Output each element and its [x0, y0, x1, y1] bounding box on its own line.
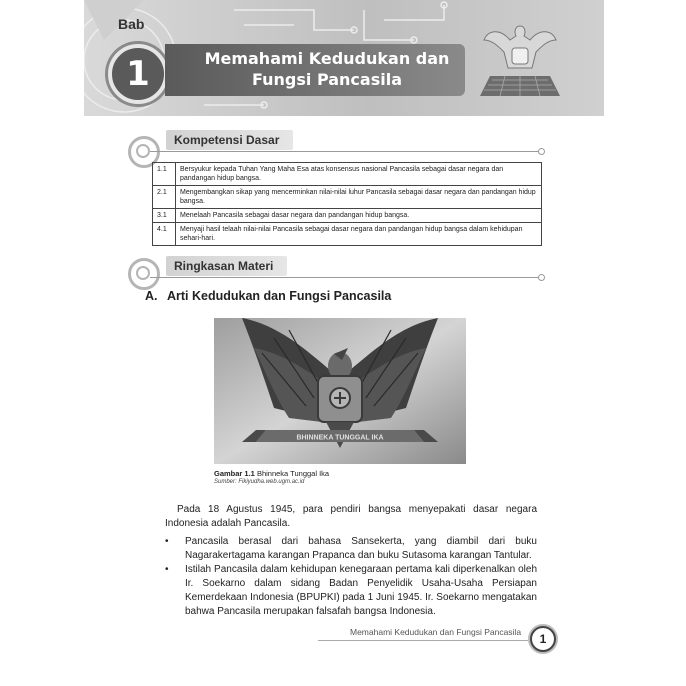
kd-text: Menelaah Pancasila sebagai dasar negara dan pandangan hidup bangsa.	[176, 209, 542, 223]
subsection-letter: A.	[145, 289, 158, 303]
table-row	[153, 163, 542, 186]
ribbon-text: BHINNEKA TUNGGAL IKA	[296, 434, 384, 442]
garuda-pancasila-image	[214, 318, 466, 464]
garuda-photo	[214, 318, 466, 464]
table-row	[153, 209, 542, 223]
kd-number: 3.1	[153, 209, 176, 223]
chapter-number: 1	[126, 54, 150, 94]
chapter-title-line2: Fungsi Pancasila	[252, 70, 402, 89]
figure-caption-text: Bhinneka Tunggal Ika	[256, 469, 330, 478]
subsection-title: Arti Kedudukan dan Fungsi Pancasila	[167, 289, 392, 303]
kd-text: Menyaji hasil telaah nilai-nilai Pancasila sebagai dasar negara dan pandangan hidup bangsa dalam kehidupan sehari-hari.	[176, 223, 542, 246]
table-row	[153, 186, 542, 209]
figure-source: Sumber: Fikiyudha.web.ugm.ac.id	[214, 479, 305, 485]
bullet-icon: •	[165, 564, 169, 575]
figure-label: Gambar 1.1	[214, 469, 255, 478]
footer-divider	[318, 640, 528, 641]
chapter-title	[192, 48, 462, 90]
kd-number: 1.1	[153, 163, 176, 186]
kd-text: Mengembangkan sikap yang mencerminkan nilai-nilai luhur Pancasila sebagai dasar negara dan pandangan hidup bangsa.	[176, 186, 542, 209]
kd-number: 4.1	[153, 223, 176, 246]
section-title-ringkasan: Ringkasan Materi	[166, 256, 287, 276]
section-title-kompetensi: Kompetensi Dasar	[166, 130, 293, 150]
body-paragraph	[165, 503, 537, 531]
footer-running-title: Memahami Kedudukan dan Fungsi Pancasila	[350, 627, 522, 637]
section-divider	[150, 151, 540, 152]
kd-text: Bersyukur kepada Tuhan Yang Maha Esa atas konsensus nasional Pancasila sebagai dasar negara dan pandangan hidup bangsa.	[176, 163, 542, 186]
gear-icon	[128, 258, 160, 290]
chapter-number-badge	[108, 44, 168, 104]
section-divider	[150, 277, 540, 278]
table-row	[153, 223, 542, 246]
garuda-emblem-icon	[470, 18, 570, 100]
bullet-icon: •	[165, 536, 169, 547]
divider-end-dot	[538, 148, 545, 155]
figure-caption	[214, 469, 329, 478]
kd-number: 2.1	[153, 186, 176, 209]
page-number: 1	[530, 626, 556, 652]
chapter-label: Bab	[118, 16, 145, 32]
subsection-heading	[145, 289, 391, 303]
chapter-title-line1: Memahami Kedudukan dan	[204, 49, 450, 68]
paragraph-text: Pada 18 Agustus 1945, para pendiri bangsa menyepakati dasar negara Indonesia adalah Pancasila.	[165, 504, 537, 529]
kompetensi-table	[152, 162, 542, 246]
bullet-text: Pancasila berasal dari bahasa Sansekerta, yang diambil dari buku Nagarakertagama karangan Prapanca dan buku Sutasoma karangan Tantular.	[185, 536, 537, 561]
bullet-text: Istilah Pancasila dalam kehidupan kenegaraan pertama kali diperkenalkan oleh Ir. Soekarno dalam sidang Badan Penyelidik Usaha-Usaha Persiapan Kemerdekaan Indonesia (BPUPKI) pada 1 Juni 1945. Ir. Soekarno mengatakan bahwa Pancasila merupakan falsafah bangsa Indonesia.	[185, 564, 537, 617]
divider-end-dot	[538, 274, 545, 281]
